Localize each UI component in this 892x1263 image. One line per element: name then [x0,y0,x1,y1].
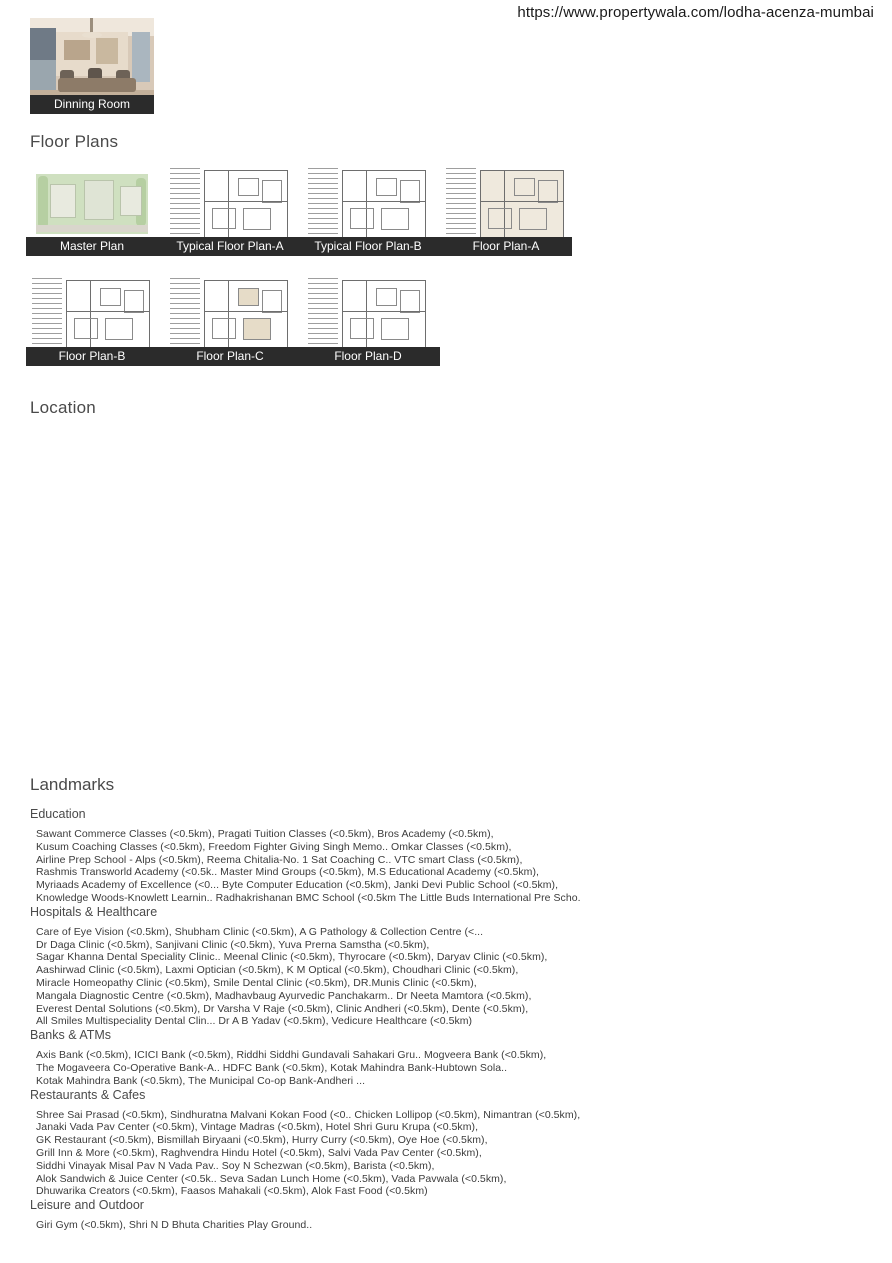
gallery-thumb-dinning-room[interactable] [30,18,154,114]
typical-floor-plan-b-thumbnail-icon [306,164,430,253]
landmark-line: Dr Daga Clinic (<0.5km), Sanjivani Clinic (<0.5km), Yuva Prerna Samstha (<0.5km), [36,938,430,951]
landmark-line: Sagar Khanna Dental Speciality Clinic.. Meenal Clinic (<0.5km), Thyrocare (<0.5km), Daryav Clinic (<0.5km), [36,951,548,964]
landmark-line: Care of Eye Vision (<0.5km), Shubham Clinic (<0.5km), A G Pathology & Collection Centre (<... [36,925,484,938]
landmark-category-title: Education [30,807,86,821]
landmark-line: Aashirwad Clinic (<0.5km), Laxmi Optician (<0.5km), K M Optical (<0.5km), Choudhari Clinic (<0.5km), [36,964,519,977]
landmark-line: Siddhi Vinayak Misal Pav N Vada Pav.. Soy N Schezwan (<0.5km), Barista (<0.5km), [36,1159,435,1172]
floor-plan-caption: Typical Floor Plan-A [158,237,302,256]
typical-floor-plan-a-thumbnail-icon [168,164,292,253]
floor-plan-item-c[interactable] [168,274,292,370]
landmarks-category-leisure [30,1198,875,1232]
landmark-line: Axis Bank (<0.5km), ICICI Bank (<0.5km), Riddhi Siddhi Gundavali Sahakari Gru.. Mogveera Bank (<0.5km), [36,1049,547,1062]
landmark-list [36,926,596,1028]
landmarks-heading: Landmarks [30,775,115,794]
landmark-line: Kusum Coaching Classes (<0.5km), Freedom Fighter Giving Singh Memo.. Omkar Classes (<0.5km), [36,840,512,853]
landmark-list [36,828,596,905]
floor-plans-grid [30,164,608,370]
landmark-line: Shree Sai Prasad (<0.5km), Sindhuratna Malvani Kokan Food (<0.. Chicken Lollipop (<0.5km), Nimantran (<0.5km), [36,1108,581,1121]
landmark-line: All Smiles Multispeciality Dental Clin... Dr A B Yadav (<0.5km), Vedicure Healthcare (<0.5km) [36,1015,473,1028]
landmark-line: Mangala Diagnostic Centre (<0.5km), Madhavbaug Ayurvedic Panchakarm.. Dr Neeta Mamtora (<0.5km), [36,989,532,1002]
floor-plan-item-master-plan[interactable] [30,164,154,260]
floor-plan-caption: Floor Plan-B [26,347,158,366]
floor-plan-d-thumbnail-icon [306,274,430,363]
floor-plan-item-a[interactable] [444,164,568,260]
floor-plan-caption: Floor Plan-A [440,237,572,256]
floor-plan-caption: Floor Plan-C [158,347,302,366]
master-plan-thumbnail-icon [30,164,154,253]
landmark-line: Sawant Commerce Classes (<0.5km), Pragati Tuition Classes (<0.5km), Bros Academy (<0.5km), [36,828,494,840]
landmark-line: Miracle Homeopathy Clinic (<0.5km), Smile Dental Clinic (<0.5km), DR.Munis Clinic (<0.5km), [36,976,477,989]
landmark-line: Everest Dental Solutions (<0.5km), Dr Varsha V Raje (<0.5km), Clinic Andheri (<0.5km), Dente (<0.5km), [36,1002,529,1015]
gallery-thumbnail-row [30,18,875,114]
landmark-list [36,1109,596,1199]
landmark-line: Kotak Mahindra Bank (<0.5km), The Municipal Co-op Bank-Andheri ... [36,1074,366,1087]
landmark-category-title: Hospitals & Healthcare [30,904,158,919]
floor-plan-caption: Typical Floor Plan-B [296,237,440,256]
floor-plan-a-thumbnail-icon [444,164,568,253]
landmarks-category-education [30,807,875,905]
landmarks-category-hospitals [30,905,875,1028]
landmark-line: Knowledge Woods-Knowlett Learnin.. Radhakrishanan BMC School (<0.5km The Little Buds International Pre Scho. [36,891,581,904]
floor-plan-item-typical-a[interactable] [168,164,292,260]
landmark-line: Grill Inn & More (<0.5km), Raghvendra Hindu Hotel (<0.5km), Salvi Vada Pav Center (<0.5km), [36,1146,482,1159]
landmark-list [36,1219,596,1232]
landmark-line: Myriaads Academy of Excellence (<0... Byte Computer Education (<0.5km), Janki Devi Public School (<0.5km), [36,879,559,892]
landmark-line: Giri Gym (<0.5km), Shri N D Bhuta Charities Play Ground.. [36,1219,313,1232]
landmarks-category-banks [30,1028,875,1087]
floor-plan-caption: Floor Plan-D [296,347,440,366]
landmark-list [36,1049,596,1087]
page-content [30,18,875,1232]
browser-url-text: https://www.propertywala.com/lodha-acenza-mumbai [517,4,874,21]
landmark-line: Airline Prep School - Alps (<0.5km), Reema Chitalia-No. 1 Sat Coaching C.. VTC smart Class (<0.5km), [36,853,523,866]
landmark-line: The Mogaveera Co-Operative Bank-A.. HDFC Bank (<0.5km), Kotak Mahindra Bank-Hubtown Sola.. [36,1061,508,1074]
landmark-line: Janaki Vada Pav Center (<0.5km), Vintage Madras (<0.5km), Hotel Shri Guru Krupa (<0.5km), [36,1121,479,1134]
landmark-line: Rashmis Transworld Academy (<0.5k.. Master Mind Groups (<0.5km), M.S Educational Academy (<0.5km), [36,866,539,879]
floor-plan-c-thumbnail-icon [168,274,292,363]
floor-plan-caption: Master Plan [26,237,158,256]
landmark-line: Alok Sandwich & Juice Center (<0.5k.. Seva Sadan Lunch Home (<0.5km), Vada Pavwala (<0.5km), [36,1172,507,1185]
landmark-category-title: Leisure and Outdoor [30,1198,144,1213]
gallery-thumb-caption: Dinning Room [30,95,154,114]
location-heading: Location [30,398,96,417]
floor-plan-item-d[interactable] [306,274,430,370]
landmarks-category-restaurants [30,1088,875,1199]
landmark-category-title: Banks & ATMs [30,1028,112,1043]
floor-plan-item-b[interactable] [30,274,154,370]
landmark-line: GK Restaurant (<0.5km), Bismillah Biryaani (<0.5km), Hurry Curry (<0.5km), Oye Hoe (<0.5km), [36,1134,488,1147]
landmark-line: Dhuwarika Creators (<0.5km), Faasos Mahakali (<0.5km), Alok Fast Food (<0.5km) [36,1185,428,1198]
floor-plan-item-typical-b[interactable] [306,164,430,260]
landmark-category-title: Restaurants & Cafes [30,1087,146,1102]
floor-plan-b-thumbnail-icon [30,274,154,363]
floor-plans-heading: Floor Plans [30,132,119,151]
location-map-area[interactable] [30,430,875,775]
